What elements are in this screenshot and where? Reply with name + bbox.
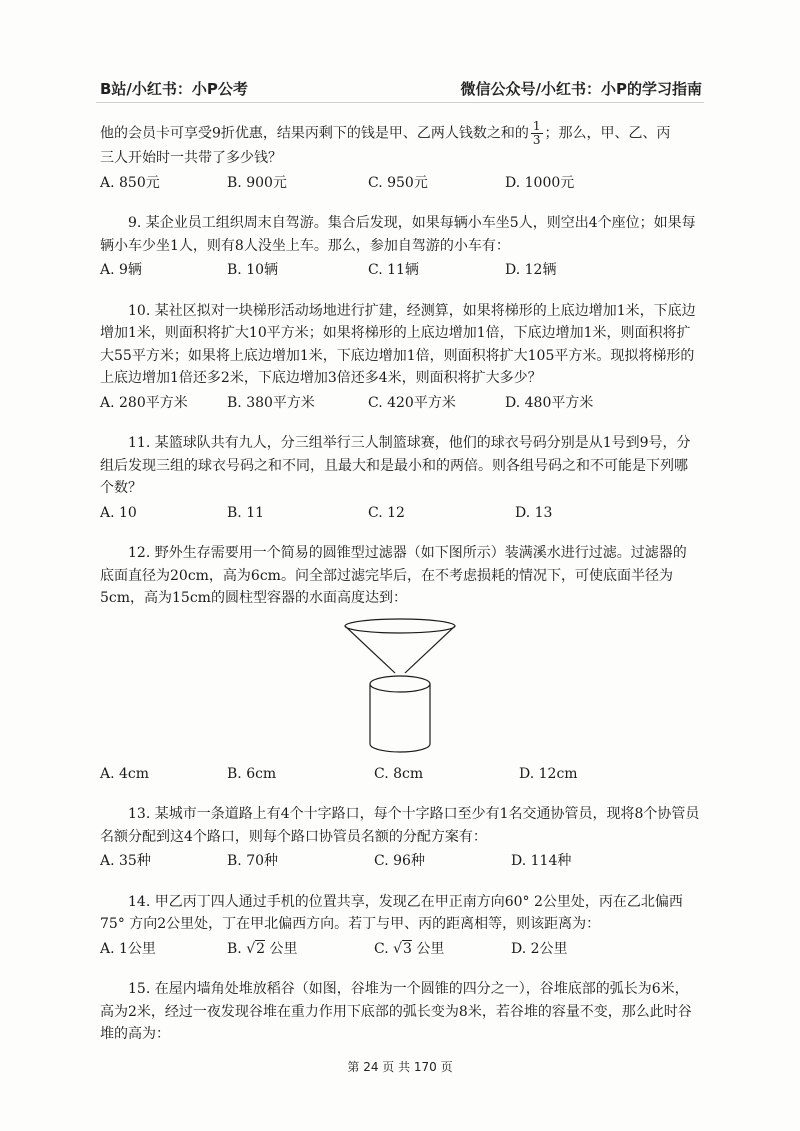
cylinder-bottom [370,744,430,752]
option-a[interactable]: A. 280平方米 [100,394,188,411]
header-divider [96,102,704,103]
header-right: 微信公众号/小红书：小P的学习指南 [460,80,702,98]
q12-options [100,763,700,786]
q9-stem: 9. 某企业员工组织周末自驾游。集合后发现，如果每辆小车坐5人，则空出4个座位；如果每辆小车少坐1人，则有8人没坐上车。那么，参加自驾游的小车有： [100,215,696,254]
option-d[interactable]: D. 12辆 [505,262,557,278]
option-d[interactable]: D. 2公里 [511,940,568,957]
page-number: 第 24 页 共 170 页 [347,1060,453,1074]
option-d[interactable]: D. 114种 [511,853,572,869]
option-c[interactable]: C. 12 [368,504,405,521]
question-11 [100,432,700,524]
option-b[interactable]: B. 6cm [227,765,277,782]
option-c-letter: C. [374,940,389,957]
option-b-letter: B. [227,940,242,957]
option-a[interactable]: A. 1公里 [100,940,156,957]
option-c[interactable]: C. 11辆 [368,262,419,278]
sqrt-icon: √ [246,940,256,957]
option-d[interactable]: D. 1000元 [505,174,575,191]
option-c[interactable] [374,938,511,961]
option-c-radicand: 3 [403,940,412,957]
option-c-unit: 公里 [416,940,445,957]
option-a[interactable]: A. 10 [100,504,137,521]
option-a[interactable]: A. 4cm [100,765,150,782]
page-content [100,120,700,1046]
question-10 [100,300,700,415]
question-12 [100,542,700,785]
q12-stem: 12. 野外生存需要用一个简易的圆锥型过滤器（如下图所示）装满溪水进行过滤。过滤器的底面直径为20cm，高为6cm。问全部过滤完毕后，在不考虑损耗的情况下，可使底面半径为5cm，高为15cm的圆柱型容器的水面高度达到： [100,545,687,606]
q13-options [100,850,700,873]
question-8 [100,120,700,194]
fraction-denominator: 3 [532,133,541,147]
option-c[interactable]: C. 420平方米 [368,394,456,411]
q11-options [100,502,700,525]
q14-options [100,938,700,961]
q14-stem: 14. 甲乙丙丁四人通过手机的位置共享，发现乙在甲正南方向60° 2公里处，丙在乙北偏西75° 方向2公里处，丁在甲北偏西方向。若丁与甲、丙的距离相等，则该距离为： [100,893,683,932]
one-third-fraction [531,120,543,147]
cylinder-top [370,676,430,692]
option-a[interactable]: A. 9辆 [100,262,142,278]
option-b-radicand: 2 [256,940,266,957]
question-13 [100,803,700,873]
q8-text-b: ；那么，甲、乙、丙 [544,125,671,142]
q8-line2: 三人开始时一共带了多少钱？ [100,150,282,166]
cone-rim [345,619,455,633]
cone-filter-diagram [335,616,465,761]
question-15 [100,978,700,1046]
option-c[interactable]: C. 96种 [374,853,425,869]
option-b[interactable] [227,938,374,961]
q10-options [100,392,700,415]
option-a[interactable]: A. 35种 [100,853,151,869]
q13-stem: 13. 某城市一条道路上有4个十字路口，每个十字路口至少有1名交通协管员，现将8个协管员名额分配到这4个路口，则每个路口协管员名额的分配方案有： [100,806,700,845]
question-9 [100,212,700,282]
option-b[interactable]: B. 380平方米 [227,394,315,411]
option-d[interactable]: D. 13 [515,504,553,521]
q8-options [100,172,700,195]
q11-stem: 11. 某篮球队共有九人，分三组举行三人制篮球赛，他们的球衣号码分别是从1号到9号，分组后发现三组的球衣号码之和不同，且最大和是最小和的两倍。则各组号码之和不可能是下列哪个数？ [100,435,691,496]
option-c[interactable]: C. 8cm [374,765,424,782]
option-b-unit: 公里 [269,940,298,957]
option-b[interactable]: B. 70种 [227,853,279,869]
q15-stem: 15. 在屋内墙角处堆放稻谷（如图，谷堆为一个圆锥的四分之一），谷堆底部的弧长为6米，高为2米，经过一夜发现谷堆在重力作用下底部的弧长变为8米，若谷堆的容量不变，那么此时谷堆的高为： [100,981,692,1042]
fraction-numerator: 1 [532,119,541,133]
option-b[interactable]: B. 11 [227,504,265,521]
sqrt-icon: √ [393,940,403,957]
option-b[interactable]: B. 900元 [227,174,287,191]
option-c[interactable]: C. 950元 [368,174,428,191]
option-a[interactable]: A. 850元 [100,174,160,191]
q9-options [100,259,700,282]
question-14 [100,891,700,961]
q8-line1 [100,120,700,147]
option-d[interactable]: D. 480平方米 [505,394,594,411]
q10-stem: 10. 某社区拟对一块梯形活动场地进行扩建，经测算，如果将梯形的上底边增加1米，下底边增加1米，则面积将扩大10平方米；如果将梯形的上底边增加1倍，下底边增加1米，则面积将扩大55平方米；如果将上底边增加1米，下底边增加1倍，则面积将扩大105平方米。现拟将梯形的上底边增加1倍还多2米，下底边增加3倍还多4米，则面积将扩大多少？ [100,302,696,386]
option-d[interactable]: D. 12cm [519,765,578,782]
option-b[interactable]: B. 10辆 [227,262,279,278]
header-left: B站/小红书：小P公考 [100,80,248,98]
q8-text-a: 他的会员卡可享受9折优惠，结果丙剩下的钱是甲、乙两人钱数之和的 [100,125,529,142]
